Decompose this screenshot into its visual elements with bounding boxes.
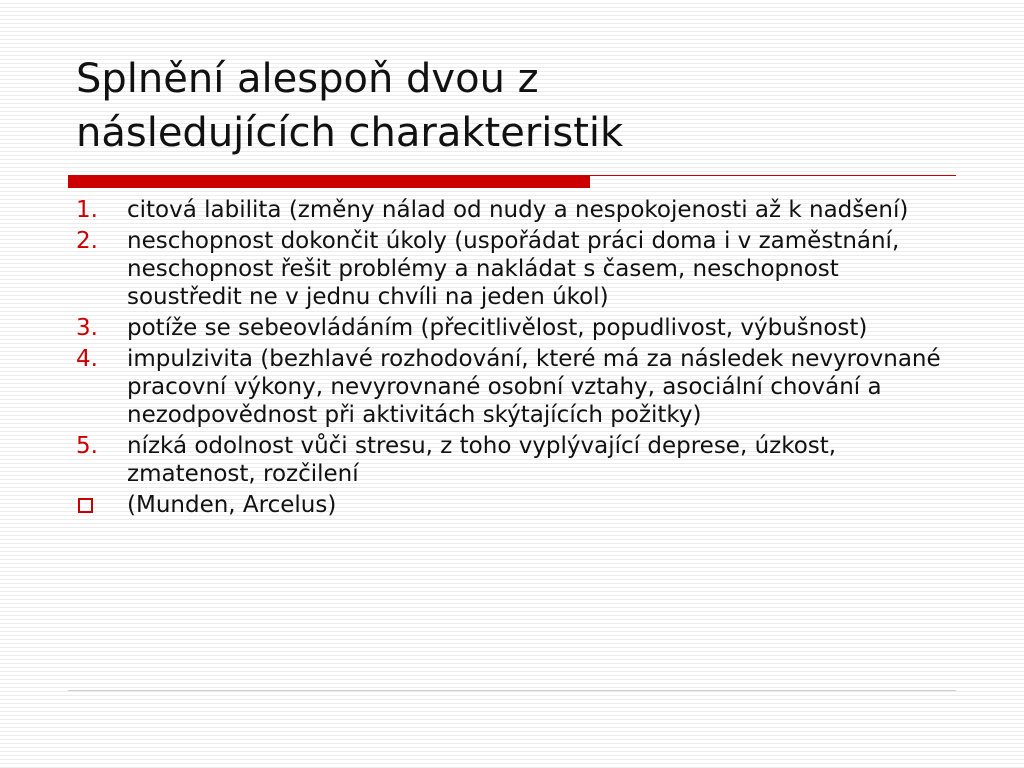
list-item-text-3: potíže se sebeovládáním (přecitlivělost, popudlivost, výbušnost) [127,315,868,341]
bottom-divider [68,690,956,691]
list-item-3 [76,314,956,342]
list-number-3: 3. [76,315,98,341]
list-item-5 [76,432,956,488]
list-item-text-5: nízká odolnost vůči stresu, z toho vyplývající deprese, úzkost, zmatenost, rozčilení [127,433,837,487]
slide-title-line-2: následujících charakteristik [76,110,624,156]
list-item-1 [76,196,956,224]
list-number-2: 2. [76,228,98,254]
list-number-4: 4. [76,346,98,372]
list-item-text-4: impulzivita (bezhlavé rozhodování, které má za následek nevyrovnané pracovní výkony, nevyrovnané osobní vztahy, asociální chování a nezodpovědnost při aktivitách skýtajících požitky) [127,346,941,428]
hollow-square-bullet-icon [76,491,127,519]
source-citation-text: (Munden, Arcelus) [127,492,337,518]
slide-title [76,52,976,160]
slide-title-line-1: Splnění alespoň dvou z [76,56,539,102]
title-underline-red-bar [68,175,590,188]
source-citation [76,491,956,519]
list-item-4 [76,345,956,429]
list-number-1: 1. [76,197,98,223]
title-underline [68,175,956,188]
characteristics-list [76,196,956,522]
list-item-text-2: neschopnost dokončit úkoly (uspořádat práci doma i v zaměstnání, neschopnost řešit problémy a nakládat s časem, neschopnost soustředit ne v jednu chvíli na jeden úkol) [127,228,900,310]
list-number-5: 5. [76,433,98,459]
title-underline-thin-line [590,175,956,176]
list-item-text-1: citová labilita (změny nálad od nudy a nespokojenosti až k nadšení) [127,197,909,223]
list-item-2 [76,227,956,311]
